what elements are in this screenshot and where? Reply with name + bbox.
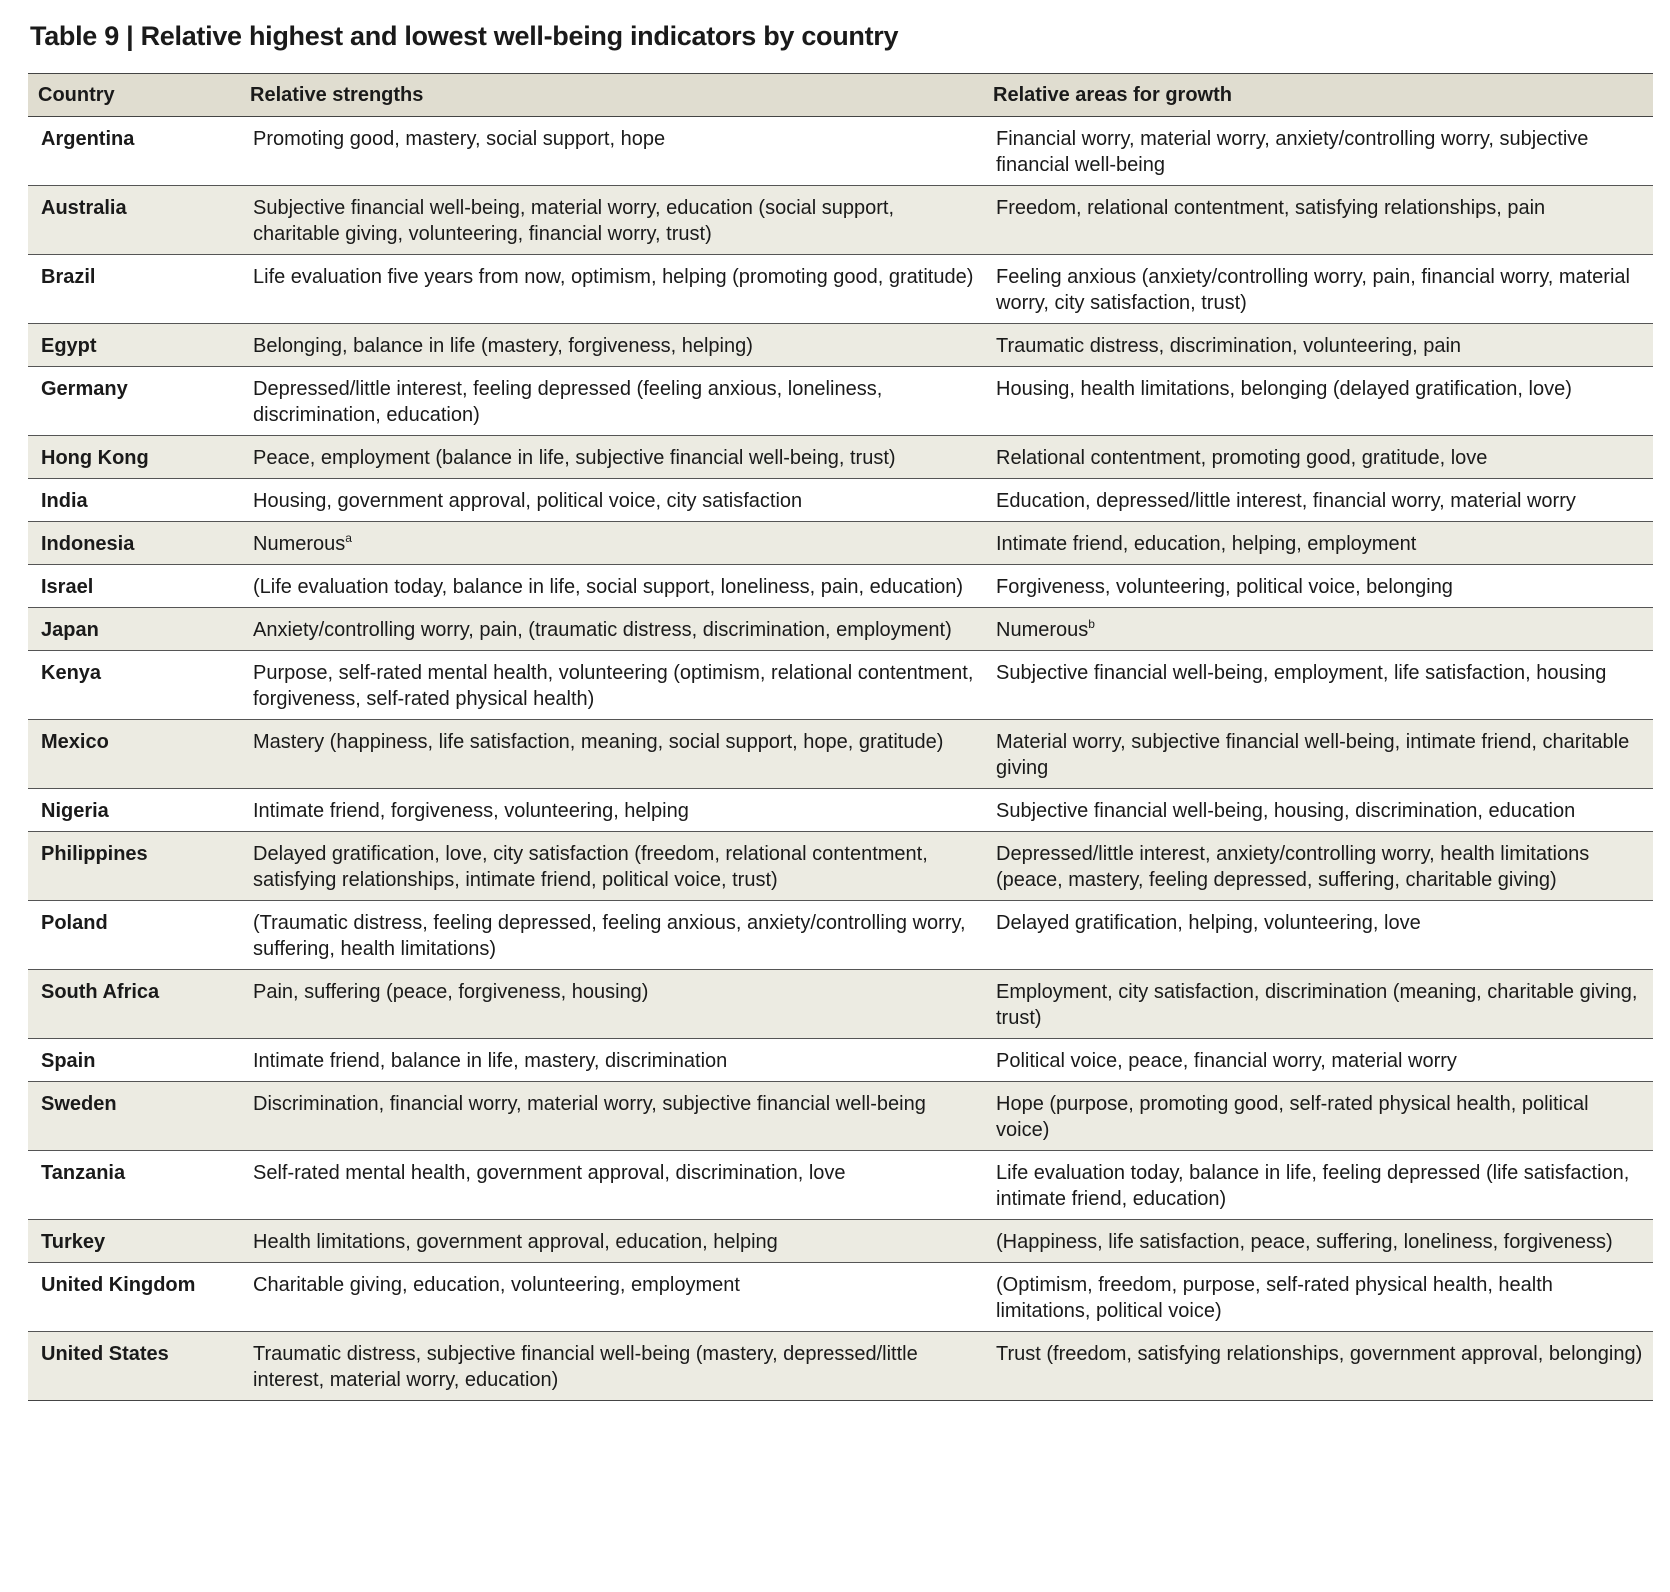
growth-cell-text: Subjective financial well-being, housing, discrimination, education (996, 800, 1576, 822)
strengths-cell-text: Health limitations, government approval, education, helping (253, 1231, 778, 1253)
strengths-cell (240, 367, 983, 436)
strengths-cell (240, 324, 983, 367)
strengths-cell-text: Purpose, self-rated mental health, volunteering (optimism, relational contentment, forgiveness, self-rated physical health) (253, 662, 974, 710)
growth-cell (983, 1332, 1653, 1401)
strengths-cell-text: Intimate friend, forgiveness, volunteering, helping (253, 800, 689, 822)
growth-cell (983, 789, 1653, 832)
country-cell: Israel (28, 565, 240, 608)
header-row (28, 74, 1653, 117)
country-cell: Turkey (28, 1220, 240, 1263)
table-row (28, 970, 1653, 1039)
growth-cell-text: Relational contentment, promoting good, gratitude, love (996, 447, 1488, 469)
country-cell: Philippines (28, 832, 240, 901)
country-cell: South Africa (28, 970, 240, 1039)
strengths-cell-text: Depressed/little interest, feeling depressed (feeling anxious, loneliness, discrimination, education) (253, 378, 883, 426)
table-title: Table 9 | Relative highest and lowest well-being indicators by country (30, 21, 899, 51)
strengths-cell-text: Charitable giving, education, volunteering, employment (253, 1274, 740, 1296)
strengths-cell (240, 651, 983, 720)
strengths-cell (240, 1332, 983, 1401)
strengths-cell (240, 832, 983, 901)
footnote-marker: b (1088, 617, 1095, 631)
country-cell: Nigeria (28, 789, 240, 832)
growth-cell-text: Hope (purpose, promoting good, self-rated physical health, political voice) (996, 1093, 1589, 1141)
table-row (28, 255, 1653, 324)
growth-cell-text: Material worry, subjective financial well-being, intimate friend, charitable giving (996, 731, 1630, 779)
country-cell: Brazil (28, 255, 240, 324)
growth-cell (983, 608, 1653, 651)
table-row (28, 367, 1653, 436)
table-row (28, 901, 1653, 970)
table-row (28, 789, 1653, 832)
strengths-cell-text: Housing, government approval, political voice, city satisfaction (253, 490, 803, 512)
strengths-cell (240, 1151, 983, 1220)
growth-cell (983, 832, 1653, 901)
table-row (28, 1151, 1653, 1220)
growth-cell-text: Financial worry, material worry, anxiety/controlling worry, subjective financial well-being (996, 128, 1589, 176)
country-cell: Poland (28, 901, 240, 970)
growth-cell-text: Forgiveness, volunteering, political voice, belonging (996, 576, 1453, 598)
growth-cell (983, 255, 1653, 324)
table-header (28, 74, 1653, 117)
strengths-cell (240, 901, 983, 970)
growth-cell-text: Life evaluation today, balance in life, feeling depressed (life satisfaction, intimate friend, education) (996, 1162, 1630, 1210)
country-cell: Germany (28, 367, 240, 436)
strengths-cell-text: Traumatic distress, subjective financial well-being (mastery, depressed/little interest, material worry, education) (253, 1343, 918, 1391)
growth-cell (983, 324, 1653, 367)
table-row (28, 117, 1653, 186)
strengths-cell (240, 1082, 983, 1151)
strengths-cell-text: Numerous (253, 533, 346, 555)
country-cell: Kenya (28, 651, 240, 720)
table-row (28, 720, 1653, 789)
growth-cell (983, 565, 1653, 608)
strengths-cell (240, 720, 983, 789)
strengths-cell-text: Discrimination, financial worry, material worry, subjective financial well-being (253, 1093, 926, 1115)
strengths-cell-text: Intimate friend, balance in life, mastery, discrimination (253, 1050, 728, 1072)
table-row (28, 1082, 1653, 1151)
table-row (28, 608, 1653, 651)
strengths-cell-text: Subjective financial well-being, material worry, education (social support, charitable giving, volunteering, financial worry, trust) (253, 197, 895, 245)
growth-cell (983, 651, 1653, 720)
strengths-cell-text: Promoting good, mastery, social support, hope (253, 128, 666, 150)
country-cell: Spain (28, 1039, 240, 1082)
growth-cell-text: Housing, health limitations, belonging (delayed gratification, love) (996, 378, 1572, 400)
table-row (28, 1263, 1653, 1332)
growth-cell (983, 720, 1653, 789)
growth-cell-text: Intimate friend, education, helping, employment (996, 533, 1417, 555)
strengths-cell-text: Self-rated mental health, government approval, discrimination, love (253, 1162, 846, 1184)
wellbeing-table (28, 73, 1653, 1401)
strengths-cell-text: Anxiety/controlling worry, pain, (traumatic distress, discrimination, employment) (253, 619, 952, 641)
growth-cell-text: Political voice, peace, financial worry, material worry (996, 1050, 1457, 1072)
table-row (28, 565, 1653, 608)
country-cell: Mexico (28, 720, 240, 789)
header-strengths: Relative strengths (240, 74, 983, 117)
growth-cell (983, 901, 1653, 970)
table-body (28, 117, 1653, 1401)
growth-cell (983, 436, 1653, 479)
strengths-cell (240, 255, 983, 324)
growth-cell-text: Depressed/little interest, anxiety/controlling worry, health limitations (peace, mastery, feeling depressed, suffering, charitable giving) (996, 843, 1590, 891)
table-row (28, 479, 1653, 522)
strengths-cell-text: Peace, employment (balance in life, subjective financial well-being, trust) (253, 447, 896, 469)
table-row (28, 436, 1653, 479)
table-row (28, 1039, 1653, 1082)
strengths-cell (240, 565, 983, 608)
growth-cell (983, 1082, 1653, 1151)
country-cell: Hong Kong (28, 436, 240, 479)
strengths-cell (240, 479, 983, 522)
strengths-cell (240, 186, 983, 255)
strengths-cell (240, 970, 983, 1039)
growth-cell (983, 1263, 1653, 1332)
strengths-cell (240, 1220, 983, 1263)
growth-cell (983, 117, 1653, 186)
strengths-cell (240, 789, 983, 832)
growth-cell (983, 1151, 1653, 1220)
strengths-cell (240, 1263, 983, 1332)
strengths-cell (240, 117, 983, 186)
strengths-cell-text: Mastery (happiness, life satisfaction, meaning, social support, hope, gratitude) (253, 731, 944, 753)
strengths-cell (240, 436, 983, 479)
strengths-cell-text: (Life evaluation today, balance in life, social support, loneliness, pain, education) (253, 576, 964, 598)
growth-cell-text: Feeling anxious (anxiety/controlling worry, pain, financial worry, material worry, city satisfaction, trust) (996, 266, 1630, 314)
growth-cell-text: Numerous (996, 619, 1089, 641)
growth-cell-text: Employment, city satisfaction, discrimination (meaning, charitable giving, trust) (996, 981, 1638, 1029)
growth-cell (983, 186, 1653, 255)
strengths-cell (240, 522, 983, 565)
growth-cell (983, 367, 1653, 436)
strengths-cell-text: Delayed gratification, love, city satisfaction (freedom, relational contentment, satisfying relationships, intimate friend, political voice, trust) (253, 843, 928, 891)
country-cell: Argentina (28, 117, 240, 186)
growth-cell-text: (Happiness, life satisfaction, peace, suffering, loneliness, forgiveness) (996, 1231, 1613, 1253)
growth-cell-text: Education, depressed/little interest, financial worry, material worry (996, 490, 1576, 512)
growth-cell-text: Trust (freedom, satisfying relationships, government approval, belonging) (996, 1343, 1643, 1365)
table-row (28, 1332, 1653, 1401)
table-row (28, 1220, 1653, 1263)
strengths-cell-text: Belonging, balance in life (mastery, forgiveness, helping) (253, 335, 753, 357)
growth-cell-text: Traumatic distress, discrimination, volunteering, pain (996, 335, 1462, 357)
header-country: Country (28, 74, 240, 117)
header-growth: Relative areas for growth (983, 74, 1653, 117)
footnote-marker: a (345, 531, 352, 545)
growth-cell-text: Delayed gratification, helping, volunteering, love (996, 912, 1421, 934)
growth-cell (983, 1039, 1653, 1082)
country-cell: United Kingdom (28, 1263, 240, 1332)
country-cell: Egypt (28, 324, 240, 367)
strengths-cell (240, 608, 983, 651)
country-cell: Indonesia (28, 522, 240, 565)
growth-cell-text: (Optimism, freedom, purpose, self-rated physical health, health limitations, political voice) (996, 1274, 1553, 1322)
strengths-cell (240, 1039, 983, 1082)
strengths-cell-text: Life evaluation five years from now, optimism, helping (promoting good, gratitude) (253, 266, 974, 288)
growth-cell (983, 479, 1653, 522)
growth-cell (983, 1220, 1653, 1263)
country-cell: Tanzania (28, 1151, 240, 1220)
country-cell: United States (28, 1332, 240, 1401)
table-row (28, 651, 1653, 720)
country-cell: Japan (28, 608, 240, 651)
country-cell: India (28, 479, 240, 522)
growth-cell (983, 970, 1653, 1039)
strengths-cell-text: Pain, suffering (peace, forgiveness, housing) (253, 981, 649, 1003)
table-row (28, 186, 1653, 255)
table-row (28, 522, 1653, 565)
country-cell: Sweden (28, 1082, 240, 1151)
country-cell: Australia (28, 186, 240, 255)
table-row (28, 324, 1653, 367)
strengths-cell-text: (Traumatic distress, feeling depressed, feeling anxious, anxiety/controlling worry, suffering, health limitations) (253, 912, 966, 960)
growth-cell (983, 522, 1653, 565)
table-row (28, 832, 1653, 901)
growth-cell-text: Subjective financial well-being, employment, life satisfaction, housing (996, 662, 1607, 684)
growth-cell-text: Freedom, relational contentment, satisfying relationships, pain (996, 197, 1546, 219)
